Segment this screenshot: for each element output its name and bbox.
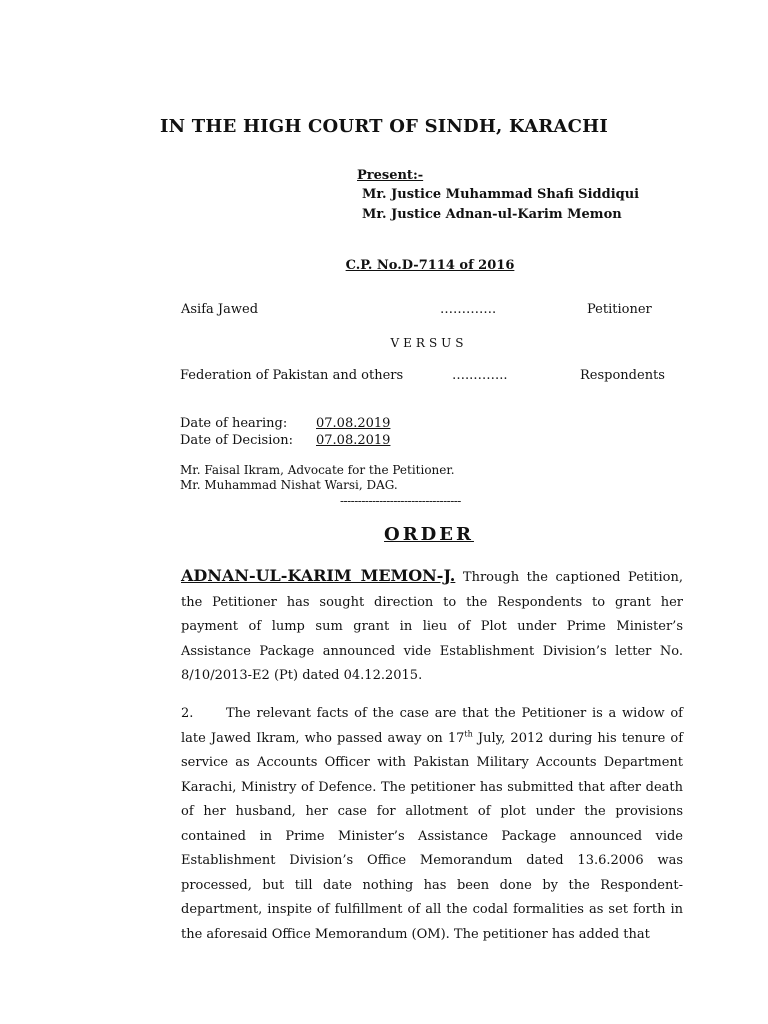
paragraph-2-text-a: The relevant facts of the case are that the Petitioner is a widow of late Jawed Ikram, who passed away on 17 bbox=[181, 706, 683, 746]
bench-judge-2: Mr. Justice Adnan-ul-Karim Memon bbox=[362, 207, 622, 222]
order-heading: ORDER bbox=[384, 524, 474, 545]
hearing-date-label: Date of hearing: bbox=[180, 416, 288, 431]
hearing-date-value: 07.08.2019 bbox=[316, 416, 391, 431]
paragraph-1-text: Through the captioned Petition, the Petitioner has sought direction to the Respondents to grant her payment of lump sum grant in lieu of Plot under Prime Minister’s Assistance Package announced vide Establishment Division’s letter No. 8/10/2013-E2 (Pt) dated 04.12.2015. bbox=[181, 570, 684, 683]
authoring-judge: ADNAN-UL-KARIM MEMON-J. bbox=[181, 566, 456, 585]
paragraph-2-text-b: July, 2012 during his tenure of service as Accounts Officer with Pakistan Military Accounts Department Karachi, Ministry of Defence. The petitioner has submitted that after death of her husband, her case for allotment of plot under the provisions contained in Prime Minister’s Assistance Package announced vide Establishment Division’s Office Memorandum dated 13.6.2006 was processed, but till date nothing has been done by the Respondent-department, inspite of fulfillment of all the codal formalities as set forth in the aforesaid Office Memorandum (OM). The petitioner has added that bbox=[181, 730, 684, 942]
present-label: Present:- bbox=[357, 168, 424, 183]
court-title: IN THE HIGH COURT OF SINDH, KARACHI bbox=[160, 116, 608, 137]
petitioner-name: Asifa Jawed bbox=[181, 302, 259, 317]
versus-label: VERSUS bbox=[390, 336, 468, 350]
bench-judge-1: Mr. Justice Muhammad Shafi Siddiqui bbox=[362, 187, 640, 202]
ordinal-suffix: th bbox=[464, 729, 473, 739]
order-paragraph-2 bbox=[181, 702, 683, 947]
respondent-leader-dots: …..…….. bbox=[452, 368, 508, 383]
paragraph-number: 2. bbox=[181, 706, 194, 721]
petitioner-leader-dots: …………. bbox=[440, 302, 497, 317]
respondent-name: Federation of Pakistan and others bbox=[180, 368, 404, 383]
respondent-role: Respondents bbox=[580, 368, 665, 383]
case-number: C.P. No.D-7114 of 2016 bbox=[345, 258, 515, 273]
counsel-petitioner: Mr. Faisal Ikram, Advocate for the Petitioner. bbox=[180, 463, 455, 477]
decision-date-label: Date of Decision: bbox=[180, 433, 293, 448]
order-paragraph-1 bbox=[181, 564, 683, 689]
separator-line: ---------------------------------- bbox=[340, 494, 461, 508]
counsel-respondent: Mr. Muhammad Nishat Warsi, DAG. bbox=[180, 478, 398, 492]
petitioner-role: Petitioner bbox=[587, 302, 652, 317]
decision-date-value: 07.08.2019 bbox=[316, 433, 391, 448]
